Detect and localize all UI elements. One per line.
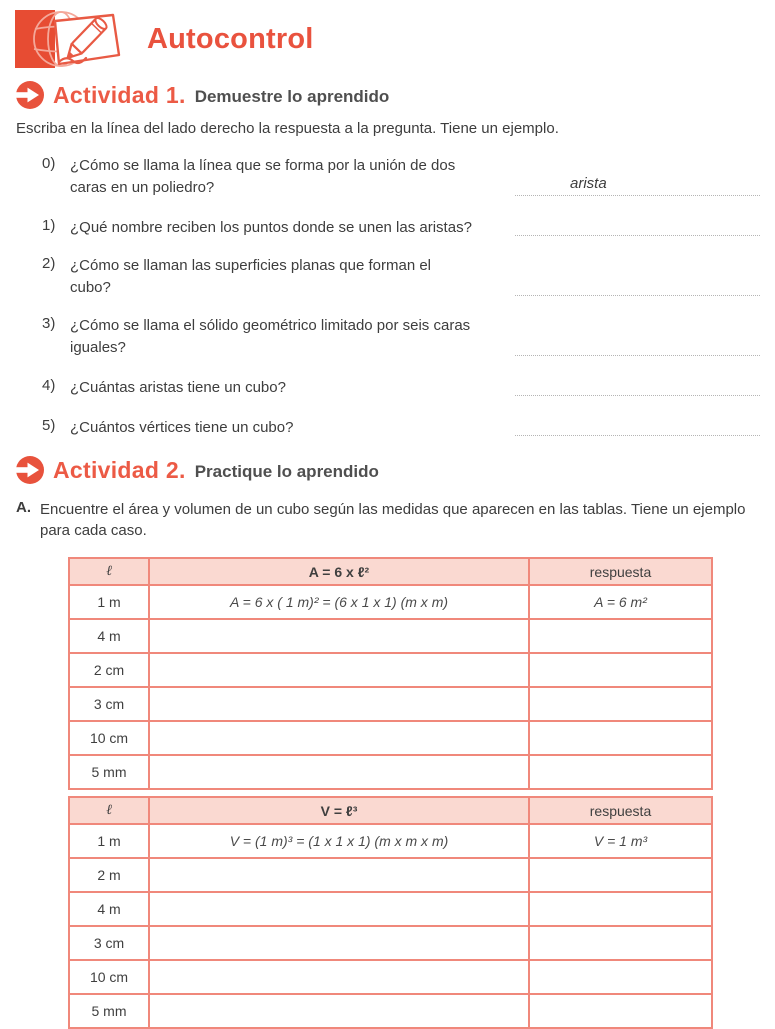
table-cell (149, 960, 529, 994)
table-cell: 4 m (69, 892, 149, 926)
table-cell (529, 619, 712, 653)
header-cell-ell: ℓ (69, 558, 149, 585)
arrow-right-circle-icon (15, 455, 45, 485)
answer-line-1 (515, 215, 760, 236)
table-cell: 5 mm (69, 994, 149, 1028)
question-number: 4) (42, 377, 56, 394)
question-3 (42, 315, 512, 359)
header-cell-formula: V = ℓ³ (149, 797, 529, 824)
table-cell (149, 926, 529, 960)
activity2-subtitle: Practique lo aprendido (194, 462, 379, 481)
activity1-heading (15, 80, 760, 110)
table-cell: 5 mm (69, 755, 149, 789)
table-row (69, 824, 712, 858)
question-5 (42, 417, 512, 439)
question-text: ¿Qué nombre reciben los puntos donde se unen las aristas? (70, 219, 472, 236)
table-cell (529, 755, 712, 789)
table-cell (529, 858, 712, 892)
table-cell (529, 926, 712, 960)
item-label: A. (16, 499, 31, 516)
question-row-0 (42, 155, 760, 199)
table-row (69, 858, 712, 892)
table-row (69, 960, 712, 994)
header-cell-ell: ℓ (69, 797, 149, 824)
activity2-item-a (16, 499, 760, 541)
page-header (15, 8, 760, 70)
question-number: 2) (42, 255, 56, 272)
table-cell: A = 6 m² (529, 585, 712, 619)
table-cell: 1 m (69, 585, 149, 619)
question-number: 3) (42, 315, 56, 332)
table-cell (529, 687, 712, 721)
activity1-instructions: Escriba en la línea del lado derecho la respuesta a la pregunta. Tiene un ejemplo. (16, 120, 559, 137)
table-cell (149, 687, 529, 721)
question-row-1 (42, 215, 760, 239)
question-4 (42, 377, 512, 399)
question-2 (42, 255, 512, 299)
table-cell (149, 721, 529, 755)
table-row (69, 892, 712, 926)
activity1-title: Actividad 1. (53, 81, 186, 108)
activity2-heading (15, 455, 760, 485)
question-number: 1) (42, 217, 56, 234)
question-row-4 (42, 375, 760, 399)
table-row (69, 619, 712, 653)
table-cell: 1 m (69, 824, 149, 858)
page-title: Autocontrol (147, 22, 314, 55)
table-cell: 2 cm (69, 653, 149, 687)
table-cell (529, 960, 712, 994)
answer-line-4 (515, 375, 760, 396)
table-row (69, 755, 712, 789)
table-cell (149, 755, 529, 789)
activity1-subtitle: Demuestre lo aprendido (194, 87, 390, 106)
table-cell (149, 858, 529, 892)
table-row (69, 653, 712, 687)
area-table (68, 557, 713, 790)
activity2-title: Actividad 2. (53, 456, 186, 483)
question-1 (42, 217, 512, 239)
table-cell (149, 892, 529, 926)
question-list (42, 155, 760, 439)
table-cell (529, 892, 712, 926)
header-cell-respuesta: respuesta (529, 797, 712, 824)
item-text: Encuentre el área y volumen de un cubo según las medidas que aparecen en las tablas. Tiene un ejemplo para cada caso. (40, 501, 746, 539)
question-number: 0) (42, 155, 56, 172)
table-cell (529, 721, 712, 755)
question-text: ¿Cuántos vértices tiene un cubo? (70, 419, 294, 436)
question-row-2 (42, 255, 760, 299)
table-cell: 3 cm (69, 687, 149, 721)
question-text: ¿Cómo se llama el sólido geométrico limitado por seis caras iguales? (70, 317, 471, 356)
table-cell: 10 cm (69, 960, 149, 994)
table-row (69, 721, 712, 755)
answer-line-3 (515, 335, 760, 356)
arrow-right-circle-icon (15, 80, 45, 110)
table-cell: 3 cm (69, 926, 149, 960)
table-row (69, 585, 712, 619)
area-table-header (69, 558, 712, 585)
header-cell-respuesta: respuesta (529, 558, 712, 585)
table-cell (149, 653, 529, 687)
table-cell: V = (1 m)³ = (1 x 1 x 1) (m x m x m) (149, 824, 529, 858)
question-text: ¿Cómo se llaman las superficies planas que forman el cubo? (70, 257, 432, 296)
volume-table (68, 796, 713, 1029)
table-row (69, 926, 712, 960)
table-cell: V = 1 m³ (529, 824, 712, 858)
question-row-3 (42, 315, 760, 359)
table-row (69, 994, 712, 1028)
volume-table-header (69, 797, 712, 824)
table-cell (529, 994, 712, 1028)
tables-section (68, 557, 711, 1029)
table-cell: 2 m (69, 858, 149, 892)
question-row-5 (42, 415, 760, 439)
table-cell (149, 994, 529, 1028)
question-0 (42, 155, 512, 199)
table-cell: 4 m (69, 619, 149, 653)
question-text: ¿Cuántas aristas tiene un cubo? (70, 379, 286, 396)
table-cell: A = 6 x ( 1 m)² = (6 x 1 x 1) (m x m) (149, 585, 529, 619)
table-cell (149, 619, 529, 653)
table-cell (529, 653, 712, 687)
header-cell-formula: A = 6 x ℓ² (149, 558, 529, 585)
question-text: ¿Cómo se llama la línea que se forma por la unión de dos caras en un poliedro? (70, 157, 456, 196)
answer-line-0: arista (515, 175, 760, 196)
question-number: 5) (42, 417, 56, 434)
answer-line-5 (515, 415, 760, 436)
answer-line-2 (515, 275, 760, 296)
globe-pencil-notes-icon (15, 8, 137, 70)
table-cell: 10 cm (69, 721, 149, 755)
table-row (69, 687, 712, 721)
